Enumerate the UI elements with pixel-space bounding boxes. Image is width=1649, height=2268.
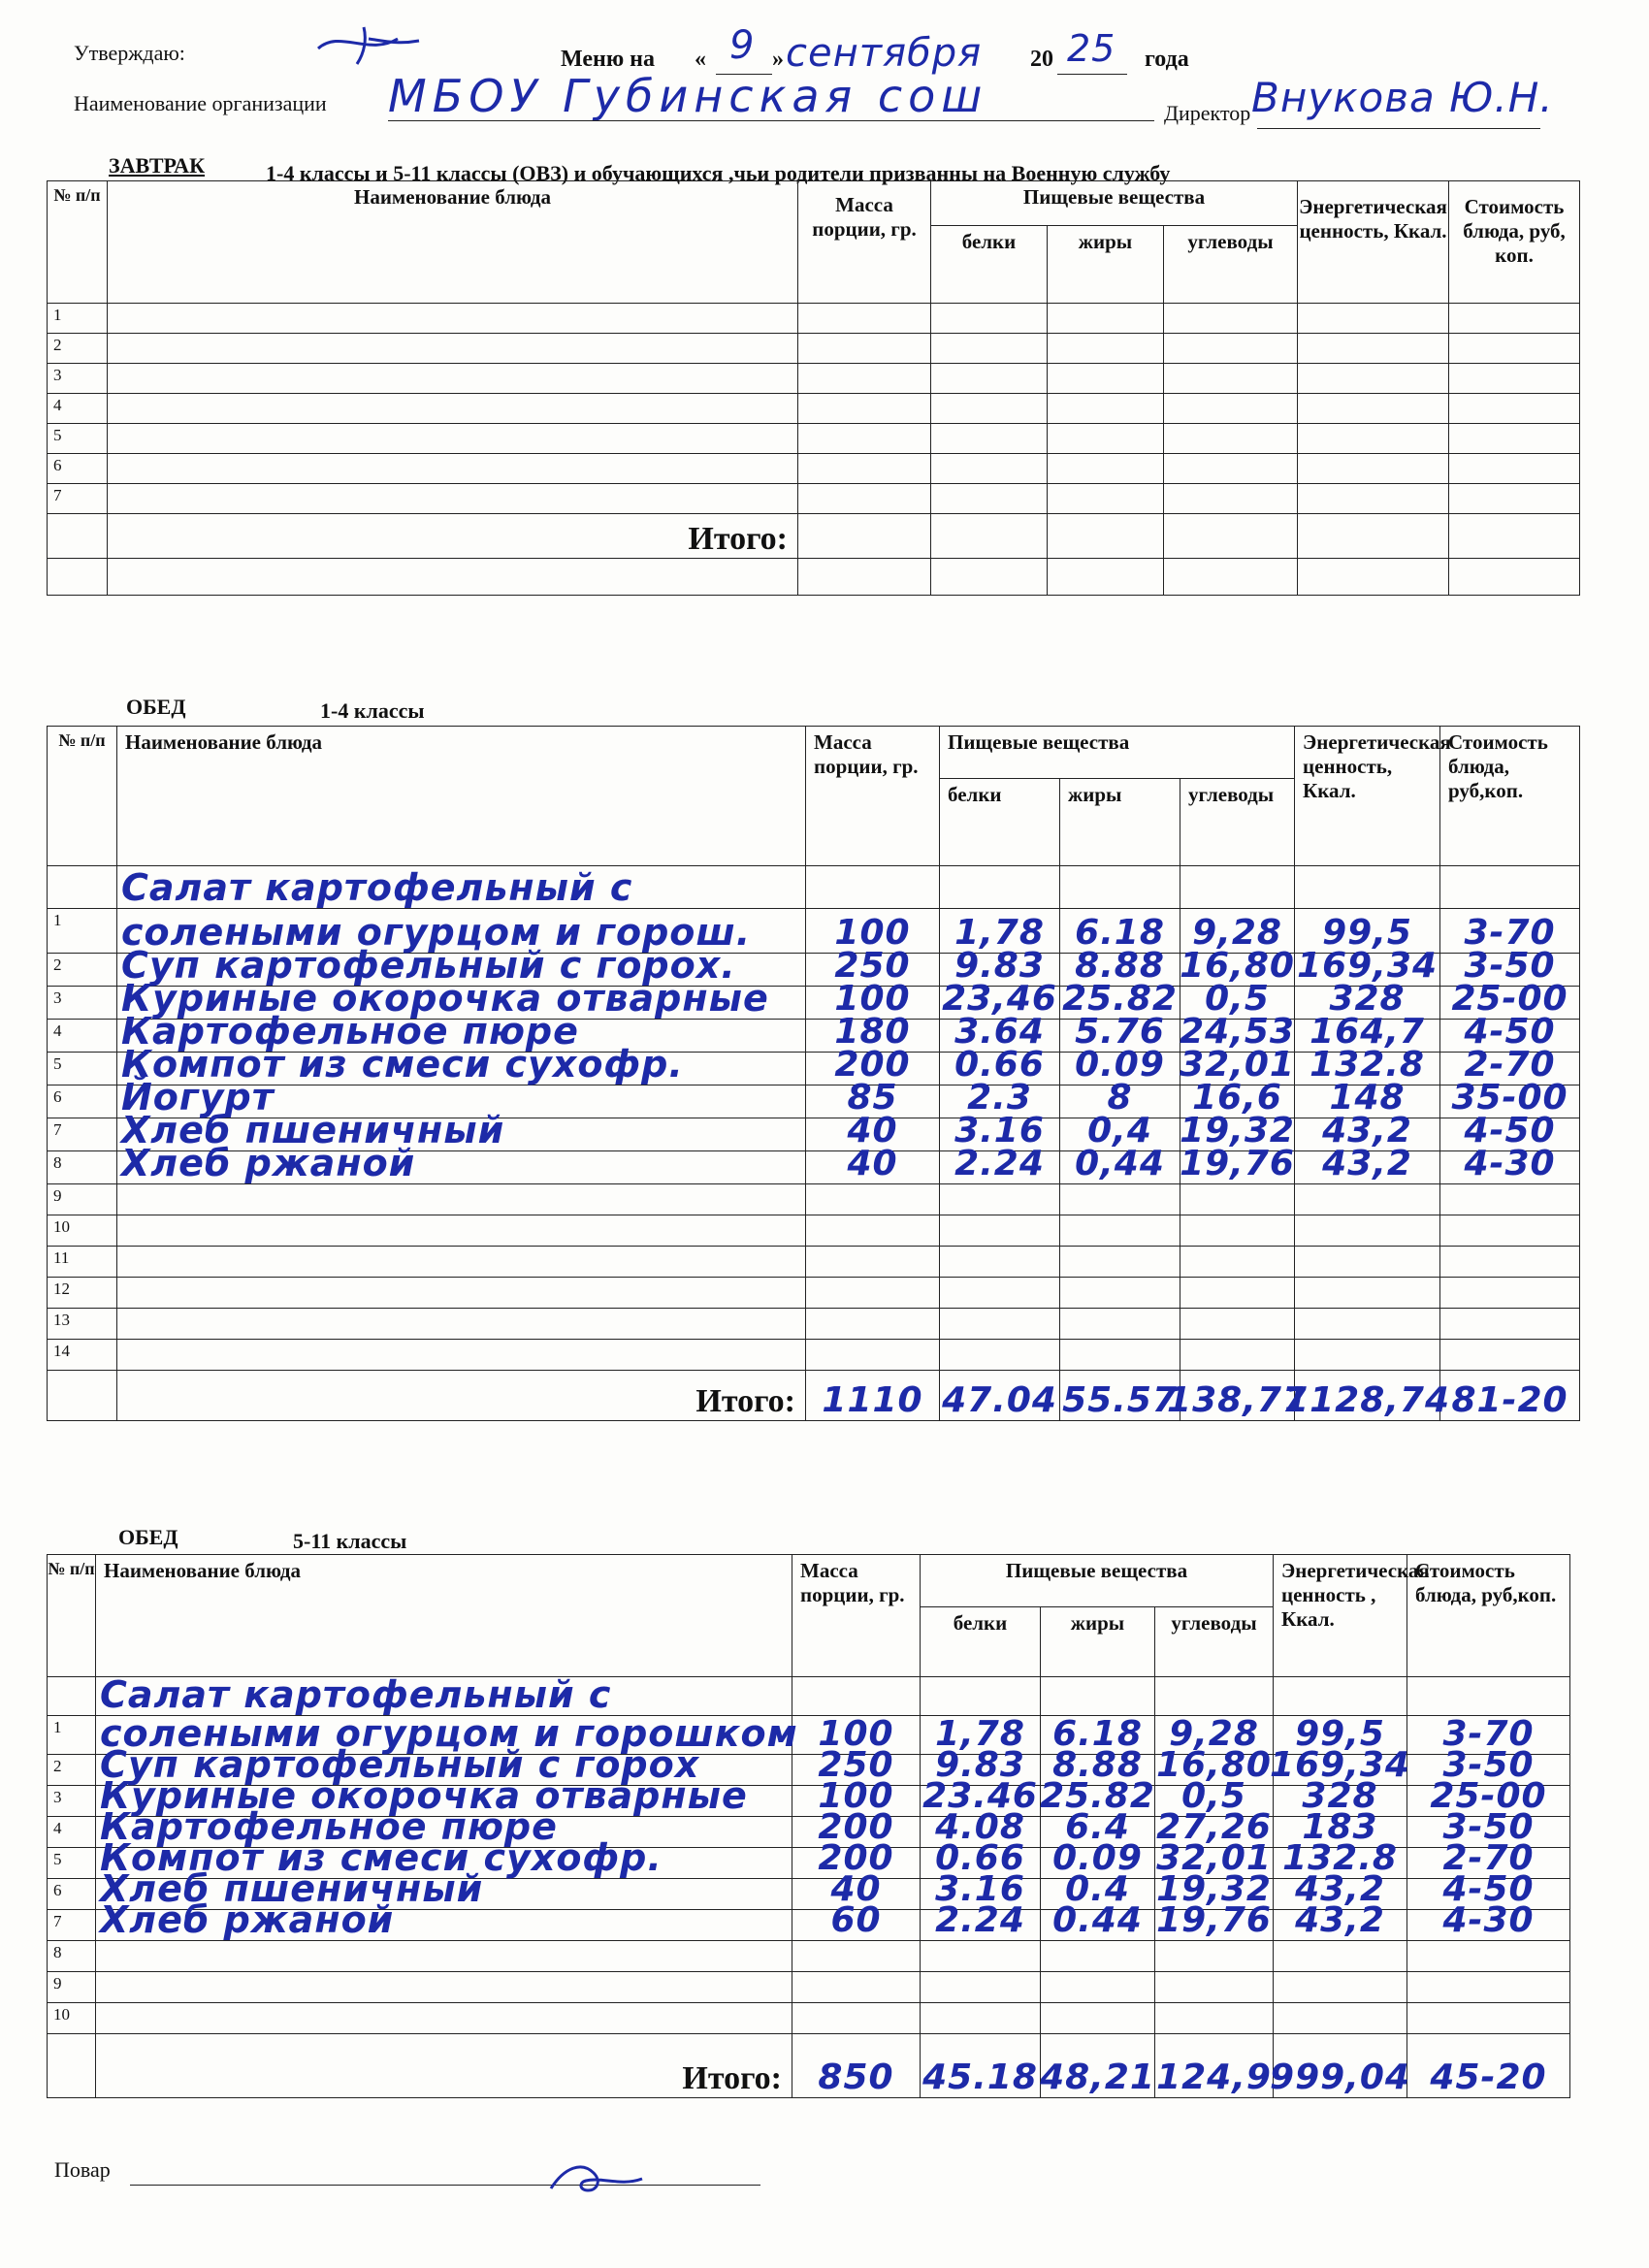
- cell-protein: 9.83: [954, 946, 1045, 986]
- cell-energy: 328: [1329, 979, 1406, 1019]
- lunch511-total-carbs: 124,9: [1156, 2057, 1272, 2097]
- cell-cost: 3-50: [1442, 1807, 1535, 1847]
- row-number: 6: [53, 1881, 62, 1899]
- cell-fat: 8: [1107, 1078, 1133, 1118]
- cell-protein: 9.83: [935, 1745, 1025, 1785]
- cell-energy: 169,34: [1297, 946, 1438, 986]
- cell-protein: 2.3: [967, 1078, 1032, 1118]
- lunch511-total-mass: 850: [818, 2057, 894, 2097]
- lunch14-col-num: № п/п: [48, 727, 117, 866]
- breakfast-section-label: ЗАВТРАК: [109, 153, 206, 178]
- cell-energy: 99,5: [1322, 913, 1412, 953]
- cell-energy: 328: [1302, 1776, 1378, 1816]
- breakfast-col-cost: Стоимость блюда, руб, коп.: [1449, 181, 1580, 304]
- row-number: 2: [53, 956, 62, 974]
- cell-mass: 200: [818, 1807, 894, 1847]
- lunch511-col-cost: Стоимость блюда, руб,коп.: [1407, 1555, 1570, 1677]
- lunch14-col-cost: Стоимость блюда, руб,коп.: [1440, 727, 1580, 866]
- row-number: 9: [53, 1974, 62, 1993]
- lunch14-col-carbs: углеводы: [1180, 779, 1295, 866]
- lunch511-col-num: № п/п: [48, 1555, 96, 1677]
- breakfast-col-energy: Энергетическая ценность, Ккал.: [1298, 181, 1449, 304]
- lunch511-col-protein: белки: [921, 1607, 1041, 1677]
- lunch14-section-label: ОБЕД: [126, 695, 186, 719]
- cook-label: Повар: [54, 2157, 111, 2182]
- cell-carbs: 16,80: [1180, 946, 1295, 986]
- cell-mass: 250: [834, 946, 911, 986]
- lunch511-total-label: Итого:: [96, 2034, 792, 2098]
- dish-title-line: Салат картофельный с: [121, 866, 633, 909]
- row-number: 4: [53, 1819, 62, 1837]
- dish-name: солеными огурцом и горош.: [121, 911, 752, 954]
- dish-name: Суп картофельный с горох: [100, 1743, 700, 1786]
- row-number: 11: [53, 1248, 70, 1267]
- cell-carbs: 9,28: [1192, 913, 1282, 953]
- cell-cost: 2-70: [1464, 1045, 1556, 1085]
- cell-fat: 0,4: [1087, 1111, 1152, 1150]
- table-row: [48, 484, 1580, 514]
- cook-signature: [543, 2148, 650, 2206]
- lunch14-col-nutrients: Пищевые вещества: [940, 727, 1295, 779]
- lunch511-total-row: [48, 2034, 1570, 2098]
- cook-underline: [130, 2185, 760, 2186]
- director-underline: [1257, 128, 1540, 129]
- cell-mass: 200: [818, 1838, 894, 1878]
- cell-cost: 3-50: [1464, 946, 1556, 986]
- cell-mass: 100: [834, 979, 911, 1019]
- table-row: [48, 2003, 1570, 2034]
- cell-cost: 25-00: [1451, 979, 1568, 1019]
- dish-name: Компот из смеси сухофр.: [121, 1043, 684, 1085]
- cell-protein: 3.16: [954, 1111, 1045, 1150]
- dish-title-row: [48, 1677, 1570, 1716]
- lunch511-col-energy: Энергетическая ценность , Ккал.: [1274, 1555, 1407, 1677]
- menu-year: 25: [1067, 27, 1116, 70]
- cell-fat: 0.44: [1052, 1900, 1143, 1940]
- row-number: 4: [53, 1021, 62, 1040]
- table-row: [48, 1247, 1580, 1278]
- lunch511-table: [47, 1554, 1570, 2098]
- row-number: 7: [53, 1120, 62, 1139]
- table-row: [48, 1340, 1580, 1371]
- menu-month: сентября: [786, 31, 983, 76]
- cell-protein: 2.24: [935, 1900, 1025, 1940]
- org-label: Наименование организации: [74, 91, 327, 115]
- cell-carbs: 27,26: [1156, 1807, 1272, 1847]
- lunch14-table: [47, 726, 1580, 1421]
- cell-fat: 6.18: [1052, 1714, 1143, 1754]
- lunch511-col-mass: Масса порции, гр.: [792, 1555, 921, 1677]
- table-row: [48, 454, 1580, 484]
- cell-carbs: 0,5: [1181, 1776, 1246, 1816]
- row-number: 7: [53, 486, 62, 504]
- breakfast-col-mass: Масса порции, гр.: [798, 181, 931, 304]
- table-row: [48, 1941, 1570, 1972]
- lunch14-col-mass: Масса порции, гр.: [806, 727, 940, 866]
- year-prefix: 20: [1030, 47, 1053, 72]
- cell-cost: 4-30: [1464, 1144, 1556, 1183]
- lunch511-total-cost: 45-20: [1430, 2057, 1547, 2097]
- row-number: 5: [53, 1054, 62, 1073]
- breakfast-total-label: Итого:: [108, 514, 798, 559]
- cell-cost: 3-70: [1464, 913, 1556, 953]
- breakfast-col-name: Наименование блюда: [108, 181, 798, 304]
- dish-name: Суп картофельный с горох.: [121, 944, 736, 987]
- cell-energy: 99,5: [1295, 1714, 1385, 1754]
- year-label: года: [1145, 47, 1189, 72]
- lunch14-total-protein: 47.04: [942, 1380, 1057, 1420]
- cell-fat: 0,44: [1075, 1144, 1165, 1183]
- cell-protein: 23.46: [922, 1776, 1038, 1816]
- dish-name: Куриные окорочка отварные: [100, 1774, 748, 1817]
- cell-carbs: 16,6: [1192, 1078, 1282, 1118]
- row-number: 7: [53, 1912, 62, 1930]
- lunch14-col-name: Наименование блюда: [117, 727, 806, 866]
- dish-name: Картофельное пюре: [100, 1805, 558, 1848]
- approve-signature: [310, 19, 427, 68]
- row-number: 10: [53, 1217, 70, 1236]
- row-number: 4: [53, 396, 62, 414]
- cell-energy: 148: [1329, 1078, 1406, 1118]
- org-underline: [388, 120, 1154, 121]
- cell-cost: 2-70: [1442, 1838, 1535, 1878]
- lunch511-total-fat: 48,21: [1040, 2057, 1155, 2097]
- lunch14-col-fat: жиры: [1060, 779, 1180, 866]
- cell-energy: 43,2: [1295, 1869, 1385, 1909]
- breakfast-col-protein: белки: [931, 226, 1048, 304]
- cell-protein: 2.24: [954, 1144, 1045, 1183]
- cell-carbs: 24,53: [1180, 1012, 1295, 1052]
- cell-carbs: 32,01: [1156, 1838, 1272, 1878]
- lunch511-col-nutrients: Пищевые вещества: [921, 1555, 1274, 1607]
- menu-label: Меню на: [561, 47, 655, 72]
- dish-name: Хлеб ржаной: [121, 1142, 416, 1184]
- table-row: [48, 1309, 1580, 1340]
- row-number: 6: [53, 456, 62, 474]
- table-row: [48, 1910, 1570, 1941]
- lunch511-col-carbs: углеводы: [1155, 1607, 1274, 1677]
- breakfast-table: [47, 180, 1580, 596]
- table-row: [48, 424, 1580, 454]
- breakfast-section-subtitle: 1-4 классы и 5-11 классы (ОВЗ) и обучающихся ,чьи родители призванны на Военную службу: [266, 161, 1171, 185]
- dish-name: солеными огурцом и горошком: [100, 1712, 798, 1755]
- cell-carbs: 9,28: [1169, 1714, 1259, 1754]
- cell-carbs: 19,76: [1180, 1144, 1295, 1183]
- cell-carbs: 19,76: [1156, 1900, 1272, 1940]
- table-row: [48, 1215, 1580, 1247]
- dish-name: Куриные окорочка отварные: [121, 977, 769, 1020]
- cell-energy: 43,2: [1322, 1144, 1412, 1183]
- cell-cost: 3-50: [1442, 1745, 1535, 1785]
- cell-fat: 6.4: [1065, 1807, 1130, 1847]
- lunch511-rows: [48, 1673, 1570, 2034]
- cell-protein: 0.66: [935, 1838, 1025, 1878]
- cell-mass: 100: [818, 1776, 894, 1816]
- cell-carbs: 19,32: [1156, 1869, 1272, 1909]
- cell-energy: 43,2: [1295, 1900, 1385, 1940]
- cell-mass: 40: [847, 1111, 898, 1150]
- cell-energy: 164,7: [1310, 1012, 1425, 1052]
- row-number: 1: [53, 1718, 62, 1736]
- cell-fat: 8.88: [1052, 1745, 1143, 1785]
- lunch511-total-energy: 999,04: [1270, 2057, 1410, 2097]
- table-row: [48, 1972, 1570, 2003]
- menu-day: 9: [729, 23, 756, 68]
- year-underline: [1057, 74, 1127, 75]
- breakfast-col-nutrients: Пищевые вещества: [931, 181, 1298, 226]
- table-row: [48, 1278, 1580, 1309]
- cell-mass: 100: [818, 1714, 894, 1754]
- director-name: Внукова Ю.Н.: [1251, 74, 1554, 121]
- breakfast-col-carbs: углеводы: [1164, 226, 1298, 304]
- cell-protein: 23,46: [942, 979, 1057, 1019]
- row-number: 3: [53, 1788, 62, 1806]
- cell-cost: 3-70: [1442, 1714, 1535, 1754]
- cell-mass: 180: [834, 1012, 911, 1052]
- dish-name: Хлеб ржаной: [100, 1898, 395, 1941]
- row-number: 12: [53, 1280, 70, 1298]
- row-number: 5: [53, 1850, 62, 1868]
- cell-energy: 183: [1302, 1807, 1378, 1847]
- row-number: 9: [53, 1186, 62, 1205]
- row-number: 13: [53, 1311, 70, 1329]
- lunch14-section-subtitle: 1-4 классы: [320, 698, 425, 723]
- lunch511-col-fat: жиры: [1041, 1607, 1155, 1677]
- cell-energy: 169,34: [1270, 1745, 1410, 1785]
- table-row: [48, 394, 1580, 424]
- dish-name: Компот из смеси сухофр.: [100, 1836, 663, 1879]
- lunch14-total-row: [48, 1371, 1580, 1421]
- cell-fat: 5.76: [1075, 1012, 1165, 1052]
- cell-cost: 4-50: [1464, 1111, 1556, 1150]
- cell-energy: 132.8: [1310, 1045, 1425, 1085]
- lunch14-total-cost: 81-20: [1451, 1380, 1568, 1420]
- cell-cost: 35-00: [1451, 1078, 1568, 1118]
- dish-name: Картофельное пюре: [121, 1010, 579, 1053]
- cell-protein: 4.08: [935, 1807, 1025, 1847]
- row-number: 2: [53, 336, 62, 354]
- cell-carbs: 19,32: [1180, 1111, 1295, 1150]
- row-number: 6: [53, 1087, 62, 1106]
- row-number: 3: [53, 988, 62, 1007]
- row-number: 10: [53, 2005, 70, 2024]
- breakfast-rows: [48, 304, 1580, 514]
- approve-label: Утверждаю:: [74, 41, 185, 65]
- dish-name: Хлеб пшеничный: [121, 1109, 505, 1151]
- dish-name: Йогурт: [121, 1076, 275, 1118]
- org-name: МБОУ Губинская сош: [388, 70, 988, 122]
- cell-carbs: 16,80: [1156, 1745, 1272, 1785]
- row-number: 14: [53, 1342, 70, 1360]
- cell-cost: 25-00: [1430, 1776, 1547, 1816]
- date-quote-close: »: [772, 47, 784, 72]
- table-row: [48, 364, 1580, 394]
- breakfast-col-num: № п/п: [48, 181, 108, 304]
- cell-mass: 200: [834, 1045, 911, 1085]
- cell-carbs: 0,5: [1205, 979, 1270, 1019]
- cell-protein: 0.66: [954, 1045, 1045, 1085]
- lunch511-total-protein: 45.18: [922, 2057, 1038, 2097]
- row-number: 8: [53, 1943, 62, 1961]
- lunch511-col-name: Наименование блюда: [96, 1555, 792, 1677]
- row-number: 1: [53, 306, 62, 324]
- cell-cost: 4-50: [1442, 1869, 1535, 1909]
- cell-protein: 3.64: [954, 1012, 1045, 1052]
- table-row: [48, 1151, 1580, 1184]
- lunch14-total-fat: 55.57: [1062, 1380, 1178, 1420]
- cell-fat: 6.18: [1075, 913, 1165, 953]
- cell-fat: 8.88: [1075, 946, 1165, 986]
- cell-mass: 60: [830, 1900, 882, 1940]
- row-number: 5: [53, 426, 62, 444]
- dish-title-line: Салат картофельный с: [100, 1673, 612, 1716]
- row-number: 8: [53, 1153, 62, 1172]
- dish-title-row: [48, 866, 1580, 909]
- lunch14-total-carbs: 138,77: [1167, 1380, 1308, 1420]
- breakfast-total-row: [48, 514, 1580, 559]
- lunch14-total-label: Итого:: [117, 1371, 806, 1421]
- lunch14-col-energy: Энергетическая ценность, Ккал.: [1295, 727, 1440, 866]
- table-row: [48, 334, 1580, 364]
- cell-mass: 40: [847, 1144, 898, 1183]
- row-number: 2: [53, 1757, 62, 1775]
- lunch511-section-label: ОБЕД: [118, 1525, 178, 1549]
- cell-mass: 85: [847, 1078, 898, 1118]
- cell-carbs: 32,01: [1180, 1045, 1295, 1085]
- lunch14-col-protein: белки: [940, 779, 1060, 866]
- lunch14-total-mass: 1110: [822, 1380, 923, 1420]
- cell-protein: 1,78: [935, 1714, 1025, 1754]
- director-label: Директор: [1164, 101, 1251, 125]
- cell-cost: 4-30: [1442, 1900, 1535, 1940]
- cell-fat: 0.4: [1065, 1869, 1130, 1909]
- breakfast-col-fat: жиры: [1048, 226, 1164, 304]
- cell-fat: 0.09: [1075, 1045, 1165, 1085]
- row-number: 3: [53, 366, 62, 384]
- cell-energy: 43,2: [1322, 1111, 1412, 1150]
- cell-mass: 40: [830, 1869, 882, 1909]
- table-row: [48, 1184, 1580, 1215]
- cell-fat: 25.82: [1040, 1776, 1155, 1816]
- cell-energy: 132.8: [1282, 1838, 1398, 1878]
- cell-fat: 0.09: [1052, 1838, 1143, 1878]
- cell-mass: 250: [818, 1745, 894, 1785]
- cell-protein: 3.16: [935, 1869, 1025, 1909]
- cell-protein: 1,78: [954, 913, 1045, 953]
- cell-cost: 4-50: [1464, 1012, 1556, 1052]
- lunch14-rows: [48, 866, 1580, 1371]
- table-row: [48, 304, 1580, 334]
- dish-name: Хлеб пшеничный: [100, 1867, 484, 1910]
- lunch14-total-energy: 1128,74: [1284, 1380, 1451, 1420]
- cell-fat: 25.82: [1062, 979, 1178, 1019]
- date-quote-open: «: [695, 47, 706, 72]
- lunch511-section-subtitle: 5-11 классы: [293, 1529, 407, 1553]
- row-number: 1: [53, 911, 62, 929]
- cell-mass: 100: [834, 913, 911, 953]
